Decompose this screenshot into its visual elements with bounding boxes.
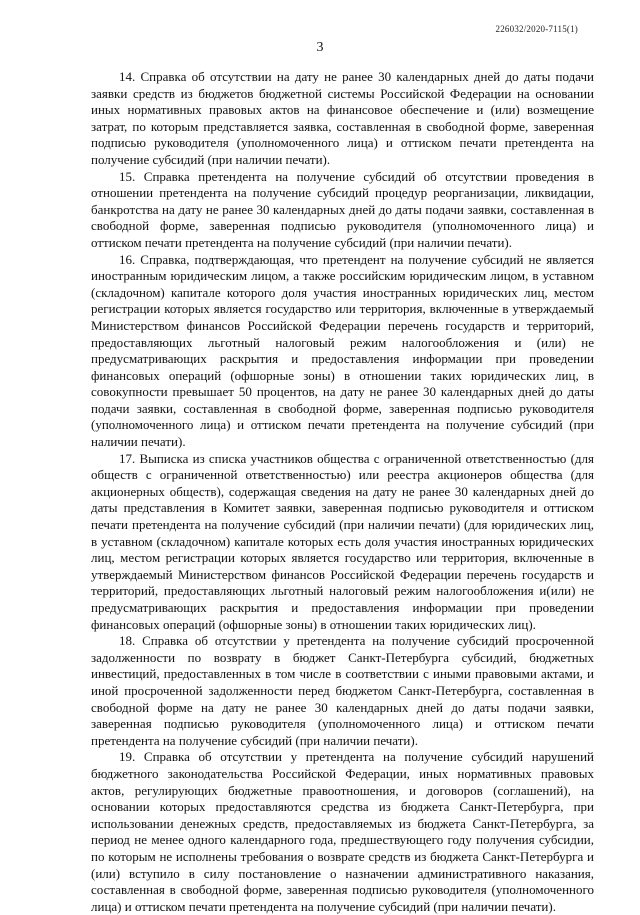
paragraph-18: 18. Справка об отсутствии у претендента на получение субсидий просроченной задолженности по возврату в бюджет Санкт-Петербурга субсидий, бюджетных инвестиций, предоставленных в том числе в соответствии с иными правовыми актами, и иной просроченной задолженности перед бюджетом Санкт-Петербурга, составленная в свободной форме на дату не ранее 30 календарных дней до даты подачи заявки, заверенная подписью руководителя (уполномоченного лица) и оттиском печати претендента на получение субсидий (при наличии печати). — [91, 633, 594, 748]
paragraph-19: 19. Справка об отсутствии у претендента на получение субсидий нарушений бюджетного законодательства Российской Федерации, иных нормативных правовых актов, регулирующих бюджетные правоотношения, и договоров (соглашений), на основании которых предоставляются средства из бюджета Санкт-Петербурга, при использовании денежных средств, предоставляемых из бюджета Санкт-Петербурга, за период не менее одного календарного года, предшествующего году получения субсидии, по которым не исполнены требования о возврате средств из бюджета Санкт-Петербурга и (или) вступило в силу постановление о назначении административного наказания, составленная в свободной форме, заверенная подписью руководителя (уполномоченного лица) и оттиском печати претендента на получение субсидий (при наличии печати). — [91, 749, 594, 914]
paragraph-14: 14. Справка об отсутствии на дату не ранее 30 календарных дней до даты подачи заявки средств из бюджетов бюджетной системы Российской Федерации на основании иных нормативных правовых актов на финансовое обеспечение и (или) возмещение затрат, по которым представляется заявка, составленная в свободной форме, заверенная подписью руководителя (уполномоченного лица) и оттиском печати претендента на получение субсидий (при наличии печати). — [91, 69, 594, 167]
page-number: 3 — [316, 40, 324, 55]
paragraph-17: 17. Выписка из списка участников общества с ограниченной ответственностью (для обществ с ограниченной ответственностью) или реестра акционеров общества (для акционерных обществ), содержащая сведения на дату не ранее 30 календарных дней до даты представления в Комитет заявки, заверенная подписью руководителя и оттиском печати претендента на получение субсидий (при наличии печати) (для юридических лиц, в уставном (складочном) капитале которых есть доля участия иностранных юридических лиц, местом регистрации которых является государство или территория, включенные в утверждаемый Министерством финансов Российской Федерации перечень государств и территорий, предоставляющих льготный налоговый режим налогообложения и(или) не предусматривающих раскрытия и предоставления информации при проведении финансовых операций (офшорные зоны) в отношении таких юридических лиц). — [91, 450, 594, 632]
paragraph-15: 15. Справка претендента на получение субсидий об отсутствии проведения в отношении претендента на получение субсидий процедур реорганизации, ликвидации, банкротства на дату не ранее 30 календарных дней до даты подачи заявки, составленная в свободной форме, заверенная подписью руководителя (уполномоченного лица) и оттиском печати претендента на получение субсидий (при наличии печати). — [91, 168, 594, 250]
document-body — [91, 69, 594, 915]
paragraph-16: 16. Справка, подтверждающая, что претендент на получение субсидий не является иностранным юридическим лицом, а также российским юридическим лицом, в уставном (складочном) капитале которого доля участия иностранных юридических лиц, местом регистрации которых является государство или территория, включенные в утверждаемый Министерством финансов Российской Федерации перечень государств и территорий, предоставляющих льготный налоговый режим налогообложения и (или) не предусматривающих раскрытия и предоставления информации при проведении финансовых операций (офшорные зоны) в отношении таких юридических лиц, в совокупности превышает 50 процентов, на дату не ранее 30 календарных дней до даты подачи заявки, составленная в свободной форме, заверенная подписью руководителя (уполномоченного лица) и оттиском печати претендента на получение субсидий (при наличии печати). — [91, 251, 594, 450]
document-id: 226032/2020-7115(1) — [495, 24, 578, 34]
